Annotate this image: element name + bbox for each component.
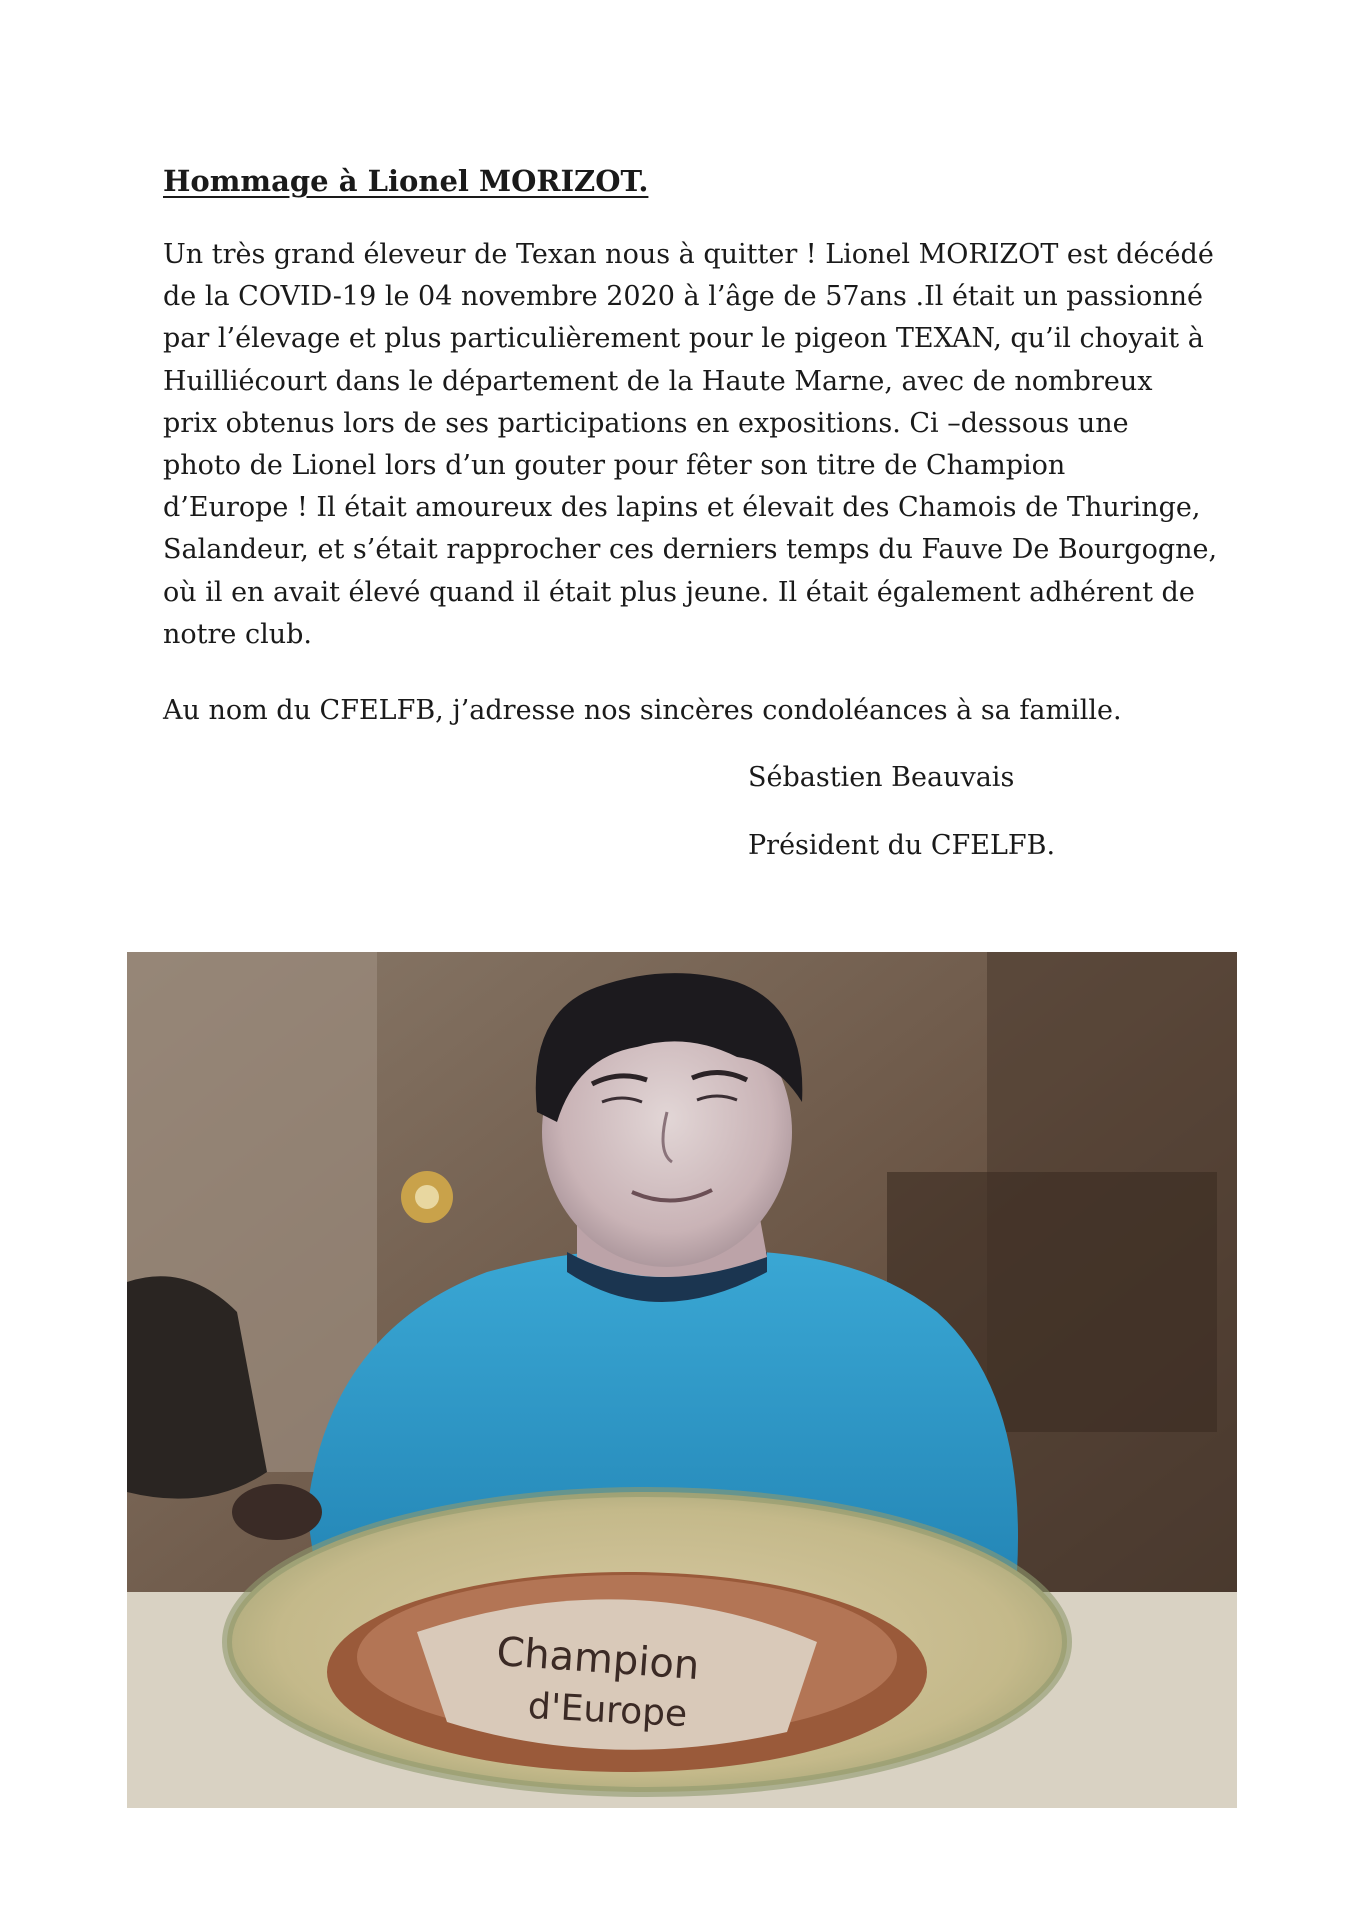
tribute-paragraph [163, 234, 1223, 656]
photo-illustration [127, 952, 1237, 1808]
paragraph-line: d’Europe ! Il était amoureux des lapins et élevait des Chamois de Thuringe, [163, 492, 1201, 524]
paragraph-line: prix obtenus lors de ses participations en expositions. Ci –dessous une [163, 407, 1129, 439]
paragraph-line: par l’élevage et plus particulièrement pour le pigeon TEXAN, qu’il choyait à [163, 323, 1204, 355]
paragraph-line: Huilliécourt dans le département de la Haute Marne, avec de nombreux [163, 365, 1153, 397]
condolences-line: Au nom du CFELFB, j’adresse nos sincères condoléances à sa famille. [163, 695, 1122, 726]
page-title: Hommage à Lionel MORIZOT. [163, 164, 649, 198]
paragraph-line: Salandeur, et s’était rapprocher ces derniers temps du Fauve De Bourgogne, [163, 534, 1218, 566]
cake-text-line2: d'Europe [526, 1685, 689, 1736]
paragraph-line: notre club. [163, 618, 312, 650]
paragraph-line: de la COVID-19 le 04 novembre 2020 à l’âge de 57ans .Il était un passionné [163, 281, 1204, 313]
decoration-flower-center [415, 1185, 439, 1209]
tribute-photo [127, 952, 1237, 1808]
paragraph-line: où il en avait élevé quand il était plus jeune. Il était également adhérent de [163, 576, 1195, 608]
signature-name: Sébastien Beauvais [748, 762, 1015, 793]
paragraph-line: Un très grand éleveur de Texan nous à quitter ! Lionel MORIZOT est décédé [163, 239, 1214, 270]
signature-role: Président du CFELFB. [748, 830, 1056, 861]
person-left-hand [232, 1484, 322, 1540]
paragraph-line: photo de Lionel lors d’un gouter pour fêter son titre de Champion [163, 450, 1066, 482]
cake-text-line1: Champion [495, 1629, 701, 1690]
